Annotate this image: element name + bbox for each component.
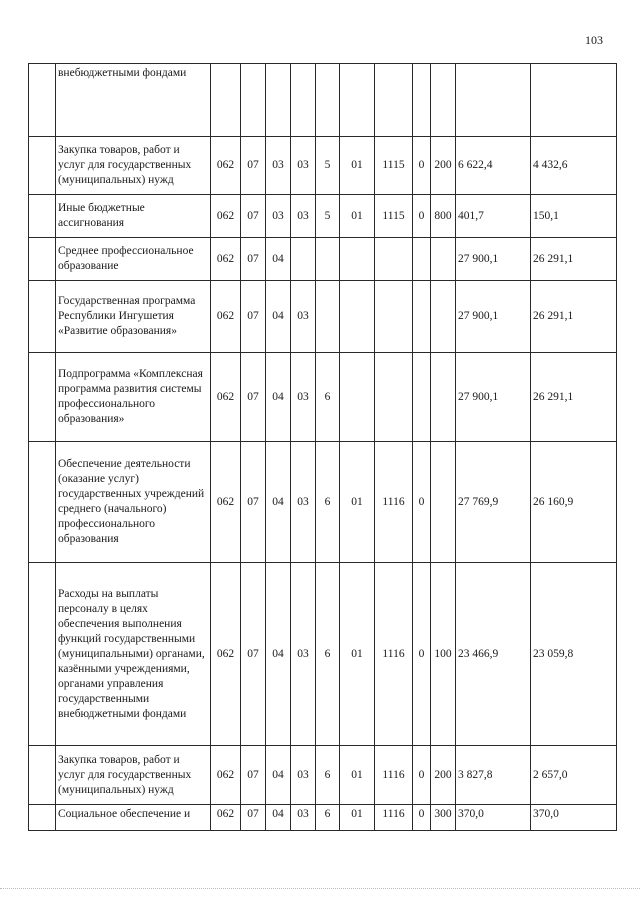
expense-type-code: 200	[431, 746, 456, 805]
section-code: 07	[241, 353, 266, 442]
table-row	[29, 563, 617, 746]
amount-year-2: 26 291,1	[531, 353, 617, 442]
table-row	[29, 238, 617, 281]
row-margin-cell	[29, 64, 56, 137]
subprogram-code: 6	[316, 353, 340, 442]
amount-year-1: 27 769,9	[456, 442, 531, 563]
amount-year-1: 27 900,1	[456, 281, 531, 353]
section-code: 07	[241, 238, 266, 281]
direction-code: 0	[413, 137, 431, 195]
section-code: 07	[241, 195, 266, 238]
subprogram-code	[316, 238, 340, 281]
amount-year-2: 370,0	[531, 805, 617, 831]
amount-year-1: 27 900,1	[456, 238, 531, 281]
row-margin-cell	[29, 563, 56, 746]
activity-code	[340, 353, 375, 442]
direction-code	[413, 281, 431, 353]
amount-year-2: 23 059,8	[531, 563, 617, 746]
activity-code: 01	[340, 746, 375, 805]
amount-year-1: 6 622,4	[456, 137, 531, 195]
activity-code: 01	[340, 195, 375, 238]
target-code: 1116	[375, 442, 413, 563]
row-name: Подпрограмма «Комплексная программа развития системы профессионального образования»	[56, 353, 211, 442]
row-margin-cell	[29, 442, 56, 563]
row-name: Социальное обеспечение и	[56, 805, 211, 831]
subprogram-code: 6	[316, 442, 340, 563]
row-name: Закупка товаров, работ и услуг для государственных (муниципальных) нужд	[56, 746, 211, 805]
activity-code: 01	[340, 442, 375, 563]
direction-code: 0	[413, 746, 431, 805]
ministry-code: 062	[211, 563, 241, 746]
target-code: 1116	[375, 563, 413, 746]
subprogram-code: 6	[316, 563, 340, 746]
amount-year-1: 370,0	[456, 805, 531, 831]
section-code: 07	[241, 805, 266, 831]
subprogram-code: 5	[316, 137, 340, 195]
amount-year-1: 3 827,8	[456, 746, 531, 805]
ministry-code: 062	[211, 442, 241, 563]
subsection-code: 04	[266, 353, 291, 442]
direction-code: 0	[413, 195, 431, 238]
amount-year-2	[531, 64, 617, 137]
expense-type-code	[431, 353, 456, 442]
table-row	[29, 353, 617, 442]
program-code	[291, 64, 316, 137]
subprogram-code: 6	[316, 805, 340, 831]
expense-type-code	[431, 64, 456, 137]
expense-type-code	[431, 281, 456, 353]
bottom-edge-artifact	[0, 888, 640, 895]
target-code: 1116	[375, 746, 413, 805]
expense-type-code	[431, 442, 456, 563]
target-code	[375, 353, 413, 442]
program-code: 03	[291, 353, 316, 442]
expense-type-code	[431, 238, 456, 281]
direction-code: 0	[413, 805, 431, 831]
table-row	[29, 281, 617, 353]
direction-code: 0	[413, 563, 431, 746]
target-code: 1115	[375, 137, 413, 195]
page-number: 103	[585, 33, 603, 47]
program-code: 03	[291, 805, 316, 831]
program-code: 03	[291, 195, 316, 238]
table-row	[29, 805, 617, 831]
budget-table	[28, 63, 617, 831]
section-code	[241, 64, 266, 137]
expense-type-code: 200	[431, 137, 456, 195]
expense-type-code: 100	[431, 563, 456, 746]
target-code: 1115	[375, 195, 413, 238]
table-row	[29, 137, 617, 195]
row-margin-cell	[29, 238, 56, 281]
row-margin-cell	[29, 137, 56, 195]
target-code	[375, 64, 413, 137]
amount-year-2: 4 432,6	[531, 137, 617, 195]
direction-code	[413, 64, 431, 137]
section-code: 07	[241, 281, 266, 353]
ministry-code: 062	[211, 281, 241, 353]
ministry-code: 062	[211, 195, 241, 238]
ministry-code: 062	[211, 137, 241, 195]
subsection-code: 04	[266, 238, 291, 281]
table-row	[29, 746, 617, 805]
target-code	[375, 281, 413, 353]
row-name: внебюджетными фондами	[56, 64, 211, 137]
table-row	[29, 195, 617, 238]
subprogram-code	[316, 281, 340, 353]
row-name: Обеспечение деятельности (оказание услуг) государственных учреждений среднего (начального) профессионального образования	[56, 442, 211, 563]
subprogram-code	[316, 64, 340, 137]
amount-year-1	[456, 64, 531, 137]
activity-code	[340, 281, 375, 353]
program-code: 03	[291, 137, 316, 195]
subsection-code: 03	[266, 195, 291, 238]
amount-year-2: 26 291,1	[531, 238, 617, 281]
table-body	[29, 64, 617, 831]
program-code: 03	[291, 746, 316, 805]
subsection-code	[266, 64, 291, 137]
amount-year-2: 2 657,0	[531, 746, 617, 805]
row-margin-cell	[29, 746, 56, 805]
row-margin-cell	[29, 281, 56, 353]
program-code: 03	[291, 442, 316, 563]
activity-code: 01	[340, 805, 375, 831]
subprogram-code: 6	[316, 746, 340, 805]
program-code	[291, 238, 316, 281]
amount-year-2: 150,1	[531, 195, 617, 238]
row-name: Расходы на выплаты персоналу в целях обеспечения выполнения функций государственными (муниципальными) органами, казёнными учреждениями, органами управления государственными внебюджетными фондами	[56, 563, 211, 746]
row-name: Закупка товаров, работ и услуг для государственных (муниципальных) нужд	[56, 137, 211, 195]
direction-code: 0	[413, 442, 431, 563]
row-margin-cell	[29, 195, 56, 238]
amount-year-1: 27 900,1	[456, 353, 531, 442]
table-row	[29, 64, 617, 137]
target-code: 1116	[375, 805, 413, 831]
subsection-code: 04	[266, 563, 291, 746]
subsection-code: 04	[266, 281, 291, 353]
section-code: 07	[241, 563, 266, 746]
ministry-code: 062	[211, 353, 241, 442]
expense-type-code: 300	[431, 805, 456, 831]
ministry-code: 062	[211, 746, 241, 805]
ministry-code: 062	[211, 805, 241, 831]
activity-code: 01	[340, 563, 375, 746]
amount-year-1: 23 466,9	[456, 563, 531, 746]
row-name: Среднее профессиональное образование	[56, 238, 211, 281]
row-margin-cell	[29, 805, 56, 831]
subsection-code: 03	[266, 137, 291, 195]
subsection-code: 04	[266, 746, 291, 805]
activity-code: 01	[340, 137, 375, 195]
section-code: 07	[241, 442, 266, 563]
activity-code	[340, 64, 375, 137]
ministry-code: 062	[211, 238, 241, 281]
amount-year-2: 26 160,9	[531, 442, 617, 563]
subsection-code: 04	[266, 805, 291, 831]
expense-type-code: 800	[431, 195, 456, 238]
row-margin-cell	[29, 353, 56, 442]
table-row	[29, 442, 617, 563]
activity-code	[340, 238, 375, 281]
direction-code	[413, 353, 431, 442]
amount-year-1: 401,7	[456, 195, 531, 238]
program-code: 03	[291, 563, 316, 746]
subprogram-code: 5	[316, 195, 340, 238]
row-name: Иные бюджетные ассигнования	[56, 195, 211, 238]
direction-code	[413, 238, 431, 281]
ministry-code	[211, 64, 241, 137]
row-name: Государственная программа Республики Ингушетия «Развитие образования»	[56, 281, 211, 353]
amount-year-2: 26 291,1	[531, 281, 617, 353]
subsection-code: 04	[266, 442, 291, 563]
program-code: 03	[291, 281, 316, 353]
section-code: 07	[241, 137, 266, 195]
section-code: 07	[241, 746, 266, 805]
target-code	[375, 238, 413, 281]
